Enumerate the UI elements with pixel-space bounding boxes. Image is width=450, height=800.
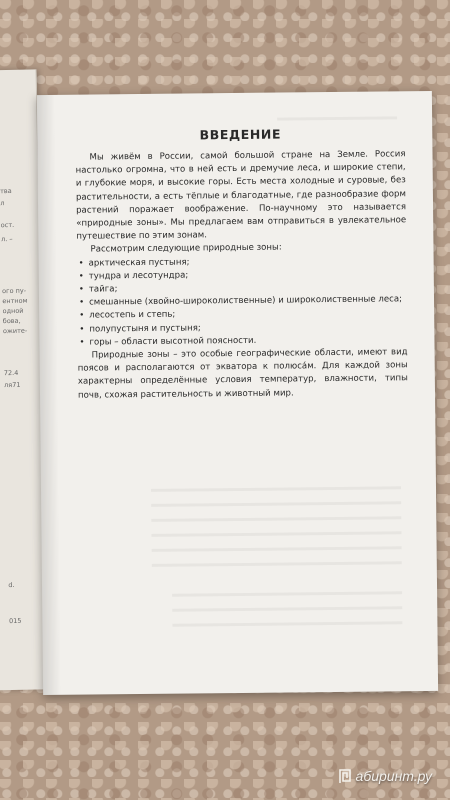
left-page-fragment: л. –	[0, 234, 13, 244]
show-through-text	[151, 516, 401, 522]
list-item: • полупустыня и пустыня;	[77, 320, 407, 337]
left-page-fragment: одной	[2, 306, 24, 316]
left-page-fragment: 72.4	[3, 368, 19, 378]
show-through-text	[277, 116, 397, 120]
list-item: • тундра и лесотундра;	[77, 267, 407, 284]
page-title: ВВЕДЕНИЕ	[199, 126, 282, 143]
show-through-text	[172, 621, 402, 626]
list-item: • арктическая пустыня;	[77, 254, 407, 271]
zones-list	[77, 254, 408, 350]
show-through-text	[172, 606, 402, 611]
left-page-fragment: 015	[8, 616, 22, 626]
show-through-text	[151, 486, 401, 492]
left-page-fragment: ентном	[2, 296, 28, 306]
show-through-text	[152, 561, 402, 567]
left-page-fragment: бова,	[2, 316, 21, 326]
show-through-text	[172, 591, 402, 596]
definition-paragraph: Природные зоны – это особые географические области, имеют вид поясов и располагаются от экватора к полюсáм. Для каждой зоны характерны определённые условия температур, влажности, типы почв, схожая растительность и животный мир.	[77, 347, 408, 401]
list-item: • горы – области высотной поясности.	[77, 333, 407, 350]
list-item: • тайга;	[77, 280, 407, 297]
left-page-fragment: ого пу-	[2, 286, 27, 296]
page-content	[75, 125, 408, 402]
intro-paragraph: Мы живём в России, самой большой стране на Земле. Россия настолько огромна, что в ней есть и дремучие леса, и широкие степи, и глубокие моря, и высокие горы. Есть места холодные и суровые, без растительности, а есть тёплые и благодатные, где разнообразие форм растений поражает воображение. По-научному это называется «природные зоны». Мы предлагаем вам отправиться в увлекательное путешествие по этим зонам.	[75, 149, 407, 242]
labyrinth-logo-icon	[338, 768, 352, 784]
watermark	[338, 768, 432, 784]
zones-lead-paragraph: Рассмотрим следующие природные зоны:	[90, 242, 282, 255]
left-page-fragment: ля71	[4, 380, 21, 390]
left-page-fragment: ожите-	[2, 326, 28, 336]
watermark-text: абиринт.ру	[355, 768, 432, 784]
list-item: • смешанные (хвойно-широколиственные) и широколиственные леса;	[77, 293, 407, 310]
show-through-text	[151, 501, 401, 507]
left-page-fragment: ост.	[0, 220, 15, 230]
left-page-fragment: л	[0, 199, 5, 208]
show-through-text	[152, 546, 402, 552]
show-through-text	[151, 531, 401, 537]
book-page	[37, 91, 438, 695]
left-page-fragment: тва	[0, 186, 12, 196]
left-page-fragment: d.	[8, 580, 15, 590]
list-item: • лесостепь и степь;	[77, 307, 407, 324]
